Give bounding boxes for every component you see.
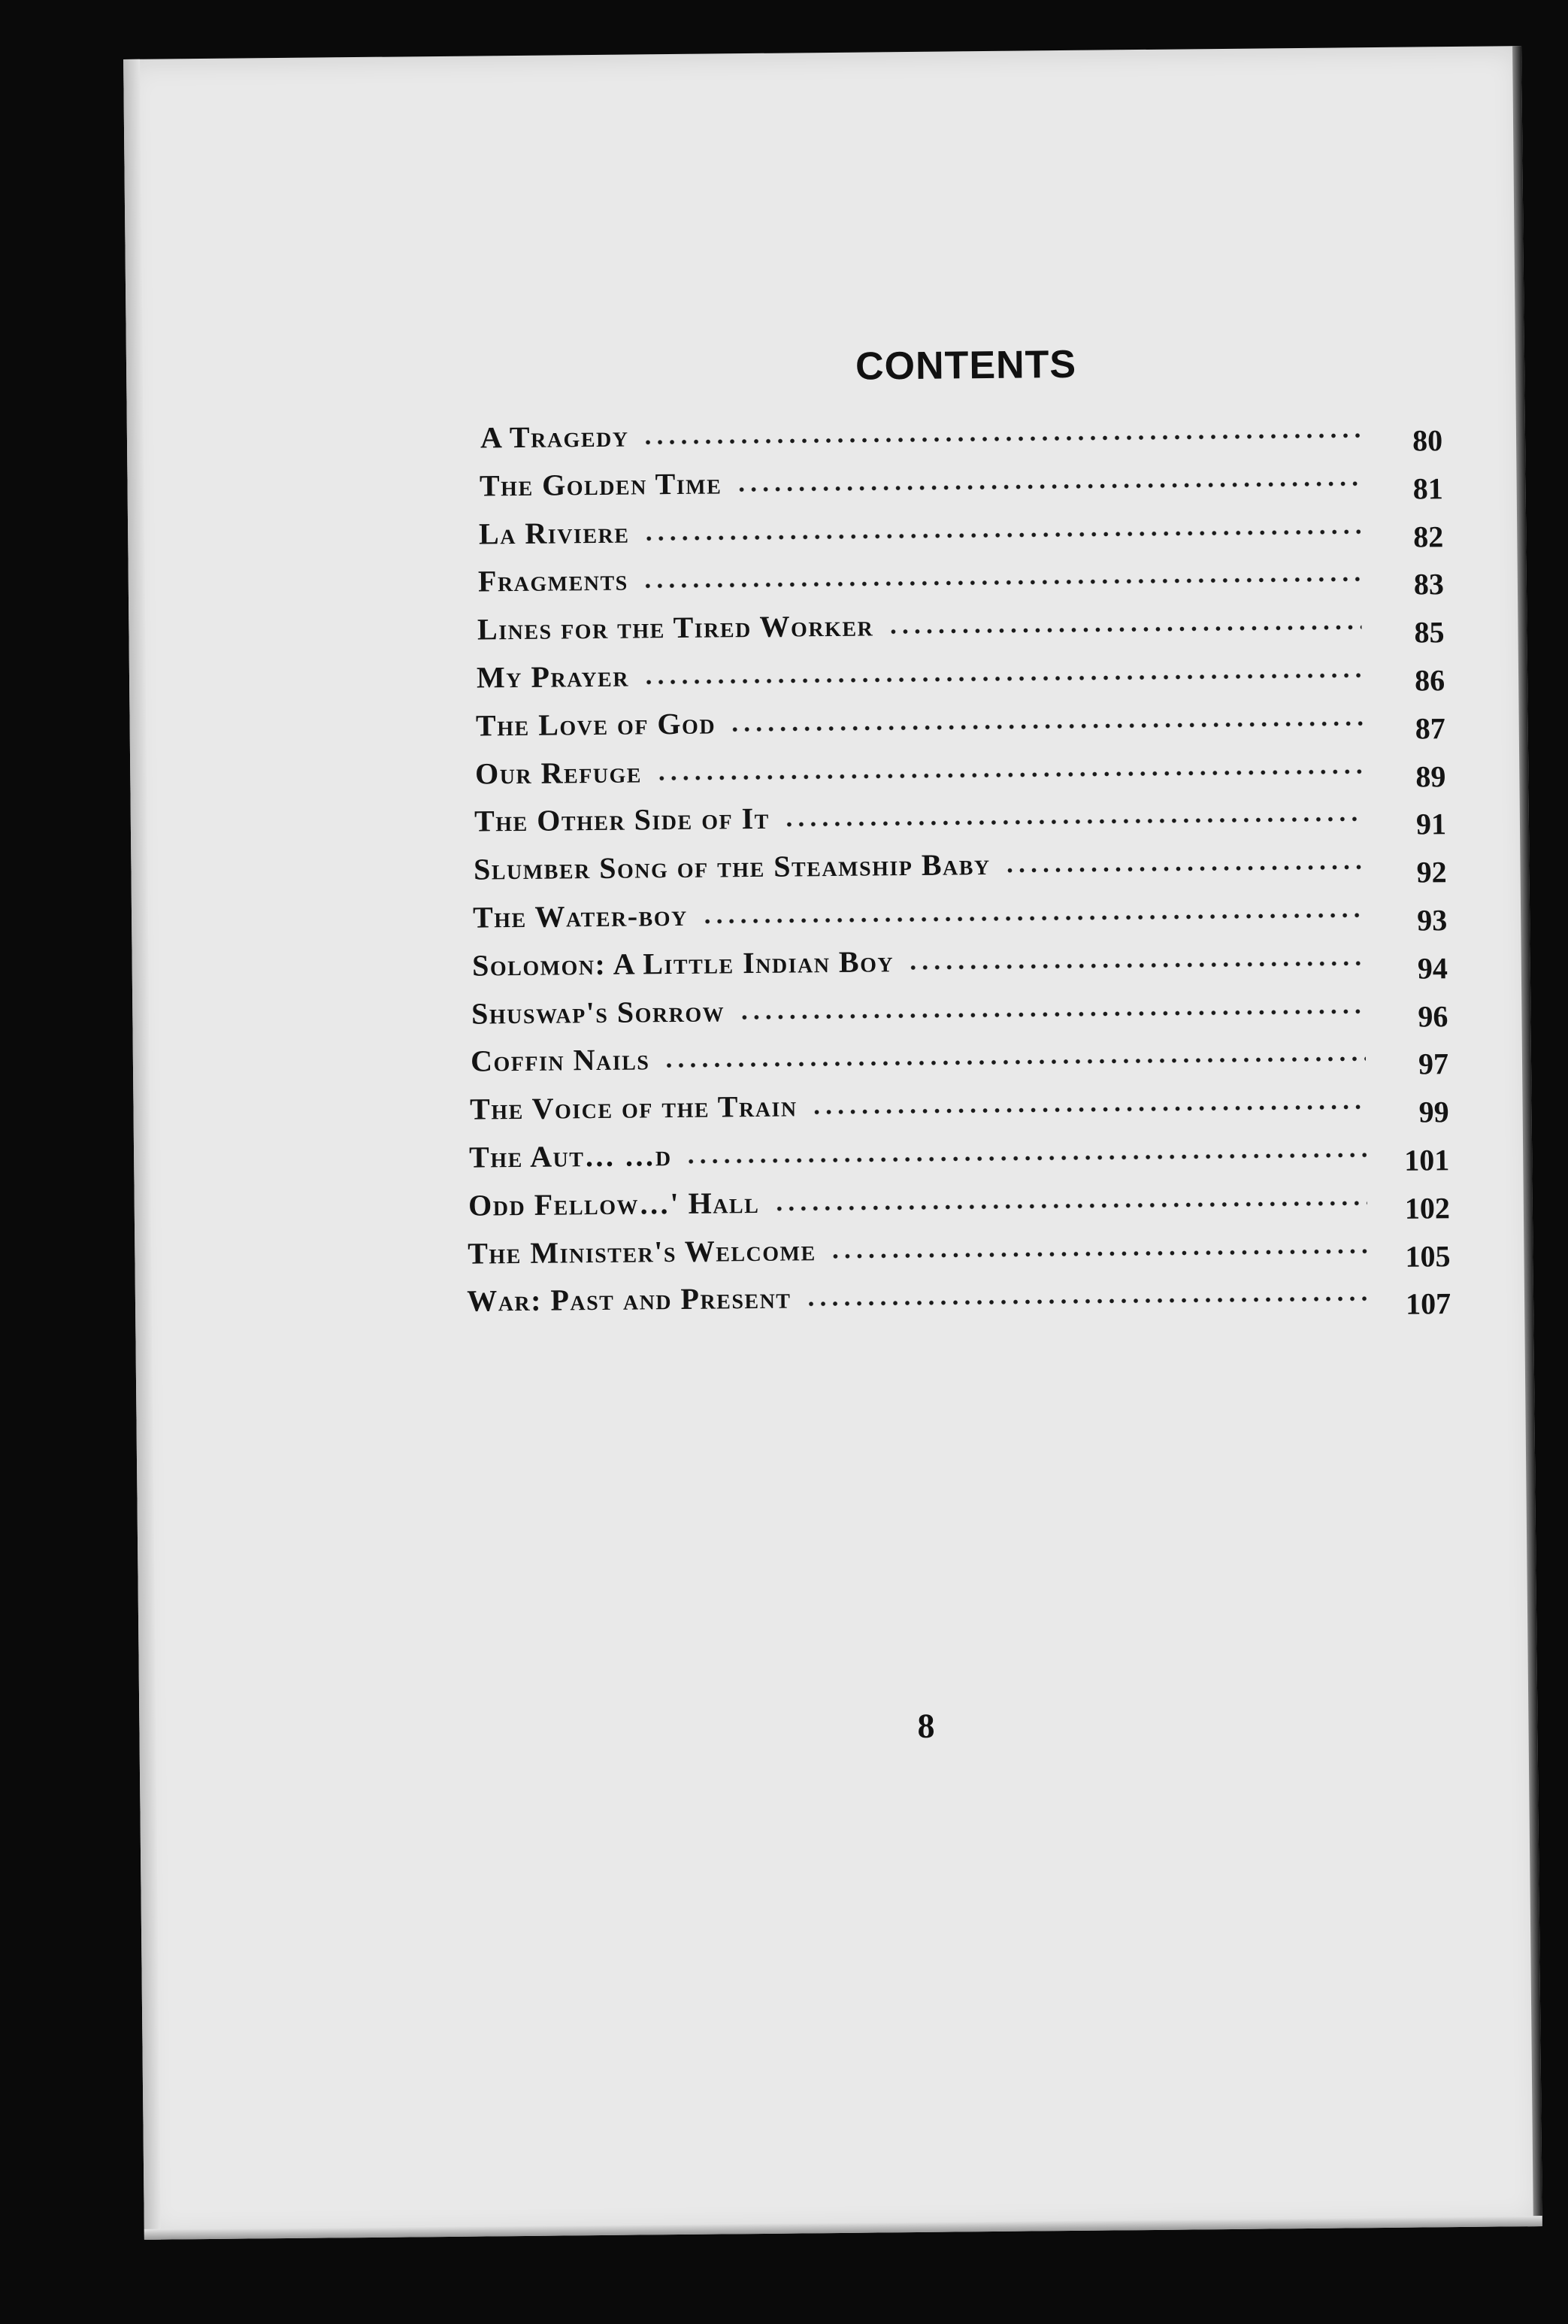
dot-leader bbox=[729, 696, 1363, 735]
dot-leader bbox=[701, 888, 1364, 927]
dot-leader bbox=[642, 408, 1360, 448]
toc-entry bbox=[467, 1271, 1451, 1328]
dot-leader bbox=[829, 1224, 1367, 1262]
book-page bbox=[123, 46, 1542, 2240]
toc-entry-page: 86 bbox=[1414, 663, 1445, 698]
toc-entry-page: 91 bbox=[1415, 807, 1447, 841]
toc-entry-page: 87 bbox=[1415, 711, 1445, 746]
toc-entry-page: 83 bbox=[1413, 567, 1445, 601]
toc-entry-title: Slumber Song of the Steamship Baby bbox=[473, 847, 991, 886]
page-left-edge bbox=[123, 59, 161, 2240]
toc-entry-title: The Other Side of It bbox=[474, 801, 770, 838]
dot-leader bbox=[643, 504, 1361, 544]
dot-leader bbox=[738, 984, 1366, 1023]
toc-entry-page: 102 bbox=[1404, 1190, 1451, 1226]
toc-entry-page: 94 bbox=[1417, 950, 1448, 986]
dot-leader bbox=[887, 600, 1362, 638]
toc-entry-title: My Prayer bbox=[476, 659, 630, 695]
dot-leader bbox=[643, 648, 1362, 688]
dot-leader bbox=[783, 792, 1364, 831]
toc-entry-title: Solomon: A Little Indian Boy bbox=[471, 944, 894, 983]
toc-entry-title: The Water-boy bbox=[472, 898, 688, 935]
toc-entry-page: 96 bbox=[1418, 998, 1448, 1034]
toc-entry-page: 105 bbox=[1405, 1238, 1451, 1274]
dot-leader bbox=[773, 1176, 1367, 1215]
toc-entry-title: Shuswap's Sorrow bbox=[471, 993, 725, 1031]
page-bottom-edge bbox=[144, 2216, 1542, 2240]
toc-entry-title: Odd Fellow…' Hall bbox=[468, 1185, 760, 1223]
dot-leader bbox=[810, 1080, 1366, 1118]
dot-leader bbox=[641, 553, 1361, 592]
toc-entry-page: 82 bbox=[1413, 519, 1444, 554]
dot-leader bbox=[655, 744, 1364, 784]
toc-entry-page: 99 bbox=[1418, 1095, 1449, 1129]
page-right-edge bbox=[1512, 46, 1542, 2226]
toc-entry-title: The Minister's Welcome bbox=[467, 1232, 816, 1271]
toc-entry-title: Lines for the Tired Worker bbox=[477, 608, 874, 647]
toc-entry-title: The Voice of the Train bbox=[469, 1089, 798, 1126]
toc-entry-page: 107 bbox=[1405, 1286, 1451, 1322]
dot-leader bbox=[1003, 840, 1364, 877]
toc-entry-page: 101 bbox=[1404, 1143, 1450, 1177]
toc-entry-page: 81 bbox=[1412, 471, 1443, 506]
toc-entry-title: The Golden Time bbox=[479, 466, 722, 503]
toc-entry-page: 97 bbox=[1418, 1047, 1449, 1081]
toc-entry-page: 85 bbox=[1414, 615, 1445, 650]
toc-entry-title: A Tragedy bbox=[480, 419, 629, 455]
toc-entry-page: 92 bbox=[1416, 855, 1447, 889]
toc-entry-title: Our Refuge bbox=[474, 754, 643, 791]
contents-heading: CONTENTS bbox=[855, 342, 1077, 389]
page-number: 8 bbox=[917, 1706, 935, 1745]
toc-entry-page: 89 bbox=[1415, 759, 1446, 794]
table-of-contents bbox=[466, 408, 1451, 1328]
dot-leader bbox=[804, 1272, 1368, 1310]
toc-entry-title: Fragments bbox=[477, 562, 628, 598]
toc-entry-page: 93 bbox=[1416, 903, 1448, 938]
toc-entry-title: The Aut… …d bbox=[468, 1138, 672, 1174]
toc-entry-title: La Riviere bbox=[478, 515, 630, 551]
toc-entry-page: 80 bbox=[1412, 423, 1443, 458]
toc-entry-title: Coffin Nails bbox=[470, 1042, 650, 1078]
dot-leader bbox=[663, 1032, 1366, 1072]
dot-leader bbox=[907, 936, 1365, 974]
dot-leader bbox=[685, 1128, 1367, 1168]
dot-leader bbox=[735, 456, 1361, 495]
toc-entry-title: The Love of God bbox=[475, 706, 716, 743]
toc-entry-title: War: Past and Present bbox=[466, 1280, 792, 1319]
